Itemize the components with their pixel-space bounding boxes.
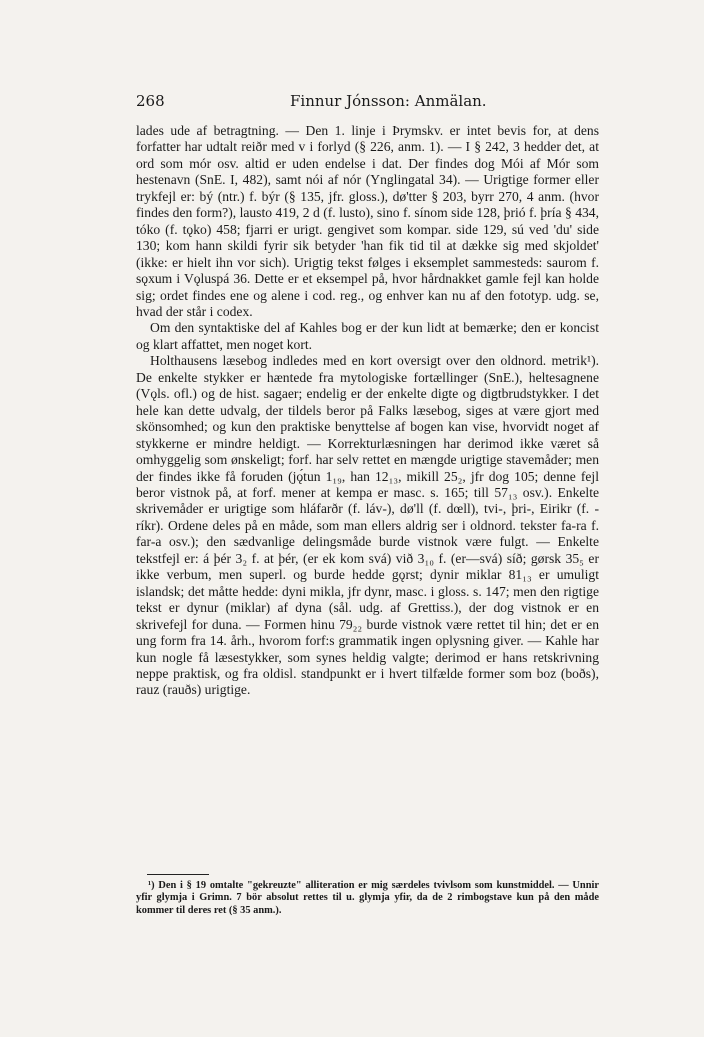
running-title: Finnur Jónsson: Anmälan. <box>290 92 487 110</box>
footnote-text: ¹) Den i § 19 omtalte "gekreuzte" alliteration er mig særdeles tvivlsom som kunstmiddel. — Unnir yfir glymja i Grimn. 7 bör absolut rettes til u. glymja yfir, da de 2 rimbogstave kun på den måde kommer til deres ret (§ 35 anm.). <box>136 880 599 916</box>
main-text <box>136 123 599 699</box>
page-number: 268 <box>136 92 165 110</box>
paragraph: Holthausens læsebog indledes med en kort oversigt over den oldnord. metrik¹). De enkelte stykker er hæntede fra mytologiske fortællinger (SnE.), heltesagnene (Vǫls. ofl.) og de hist. sagaer; endelig er der enkelte digte og digtbrudstykker. I det hele kan dette udvalg, der tildels beror på Falks læsebog, siges at være gjort med skönsomhed; og kun den praktiske benyttelse af bogen kan vise, hvorvidt noget af stykkerne er mindre heldigt. — Korrekturlæsningen har derimod ikke været så omhyggelig som ønskeligt; forf. har selv rettet en mængde urigtige stavemåder; men der findes ikke få foruden (jǫ́tun 1₁₉, han 12₁₃, mikill 25₂, jfr dog 105; denne fejl beror vistnok på, at forf. mener at kempa er masc. s. 165; till 57₁₃ osv.). Enkelte skrivemåder er urigtige som hláfarðr (f. láv-), dø'll (f. dœll), tvi-, þri-, Eirikr (f. -ríkr). Ordene deles på en måde, som man ellers aldrig ser i oldnord. tekster fa-ra f. far-a osv.); den sædvanlige delingsmåde burde vistnok være fulgt. — Enkelte tekstfejl er: á þér 3₂ f. at þér, (er ek kom svá) við 3₁₀ f. (er—svá) síð; gørsk 35₅ er ikke verbum, men superl. og burde hedde gǫrst; dynir miklar 81₁₃ er umuligt islandsk; det måtte hedde: dyni mikla, jfr dynr, masc. i gloss. s. 147; men den rigtige tekst er dynur (miklar) af dyna (sål. udg. af Grettiss.), der dog vistnok er en skrivefejl for duna. — Formen hinu 79₂₂ burde vistnok være rettet til hin; det er en ung form fra 14. årh., hvorom forf:s grammatik ingen oplysning giver. — Kahle har kun nogle få læsestykker, som synes heldig valgte; derimod er hans retskrivning neppe praktisk, og fra oldisl. standpunkt er i hvert tilfælde former som boz (boðs), rauz (rauðs) urigtige. <box>136 353 599 698</box>
footnote-divider <box>147 874 209 875</box>
paragraph: Om den syntaktiske del af Kahles bog er der kun lidt at bemærke; den er koncist og klart affattet, men noget kort. <box>136 320 599 352</box>
paragraph: lades ude af betragtning. — Den 1. linje i Þrymskv. er intet bevis for, at dens forfatter har udtalt reiðr med v i forlyd (§ 226, anm. 1). — I § 242, 3 hedder det, at ord som mór osv. altid er uden endelse i dat. Der findes dog Mói af Mór som hestenavn (SnE. I, 482), samt nói af nór (Ynglingatal 34). — Urigtige former eller trykfejl er: bý (ntr.) f. býr (§ 135, jfr. gloss.), dø'tter § 203, byrr 270, 4 anm. (hvor findes den form?), lausto 419, 2 d (f. lusto), sino f. sínom side 128, þrió f. þría § 434, tóko (f. tǫko) 458; fjarri er urigt. gengivet som kompar. side 129, sú ved 'du' side 130; kom hann skildi fyrir sik betyder 'han fik tid til at dække sig med skjoldet' (ikke: er hielt ihn vor sich). Urigtig tekst følges i eksemplet sammesteds: saurom f. sǫxum i Vǫluspá 36. Dette er et eksempel på, hvor hårdnakket gamle fejl kan holde sig; ordet findes ene og alene i cod. reg., og enhver kan nu af den fototyp. udg. se, hvad der står i codex. <box>136 123 599 319</box>
page-header <box>136 92 586 114</box>
footnote <box>136 880 599 917</box>
